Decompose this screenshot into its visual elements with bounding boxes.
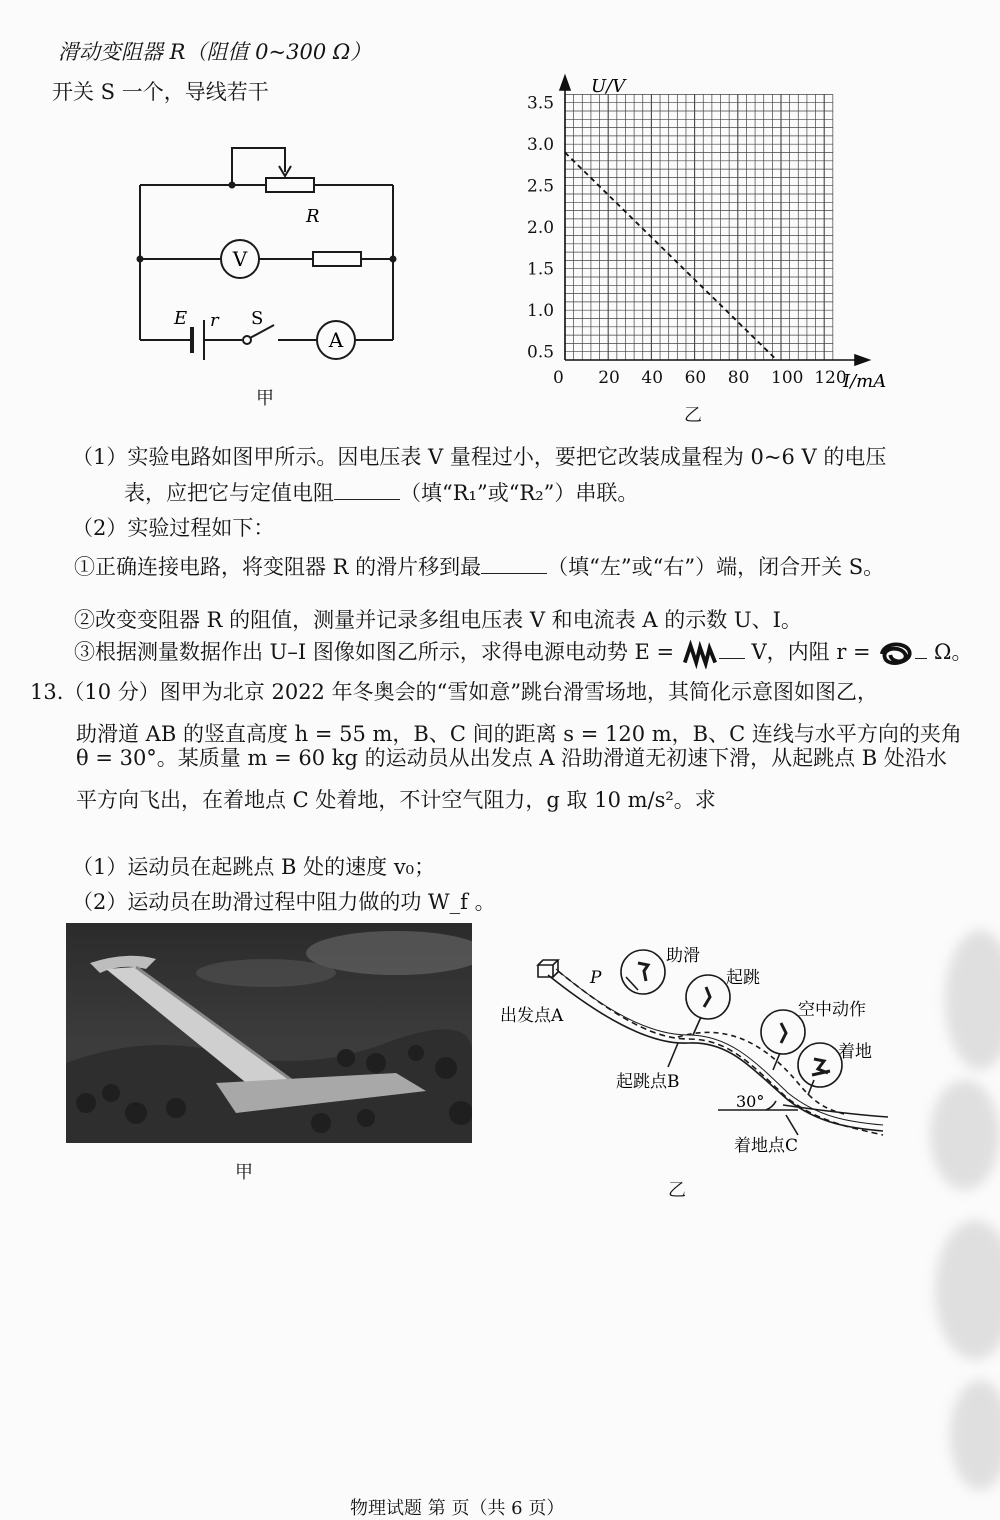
- answer-blank-resistance[interactable]: [915, 638, 927, 659]
- graph-caption: 乙: [684, 405, 702, 426]
- y-tick-label: 2.0: [527, 218, 555, 239]
- page-stain: [945, 930, 1000, 1070]
- ammeter-label: A: [328, 328, 344, 352]
- answer-blank-direction[interactable]: [481, 553, 547, 574]
- x-tick-label: 20: [598, 368, 620, 388]
- diagram-caption: 乙: [668, 1180, 686, 1201]
- x-tick-label: 100: [771, 368, 804, 388]
- y-tick-label: 3.5: [527, 93, 555, 114]
- ui-graph: [505, 70, 905, 400]
- q12-step3-text: ③根据测量数据作出 U–I 图像如图乙所示，求得电源电动势 E =: [74, 640, 675, 664]
- q13-sub1: （1）运动员在起跳点 B 处的速度 v₀；: [72, 855, 436, 879]
- circuit-caption: 甲: [256, 388, 274, 409]
- emf-E-label: E: [174, 308, 188, 329]
- answer-blank-emf[interactable]: [719, 638, 745, 659]
- page-footer: 物理试题 第 页（共 6 页）: [350, 1498, 565, 1519]
- page-stain: [935, 1220, 1000, 1360]
- circuit-diagram: [130, 140, 410, 370]
- y-tick-label: 3.0: [527, 135, 555, 156]
- resistor-R-label: R: [306, 206, 320, 227]
- ui-fit-line: [565, 153, 777, 361]
- q12-step1-tail: （填“左”或“右”）端，闭合开关 S。: [547, 555, 885, 579]
- x-tick-label: 120: [814, 368, 847, 388]
- q13-line4: 平方向飞出，在着地点 C 处着地，不计空气阻力，g 取 10 m/s²。求: [76, 788, 716, 812]
- page-stain: [950, 1380, 1000, 1490]
- glide-label: 助滑: [666, 946, 700, 966]
- switch-S-label: S: [251, 308, 264, 329]
- y-axis-arrow: [560, 76, 570, 90]
- start-point-label: 出发点A: [500, 1006, 564, 1026]
- x-tick-label: 0: [553, 368, 564, 388]
- q13-line1: 13.（10 分）图甲为北京 2022 年冬奥会的“雪如意”跳台滑雪场地，其简化示意图如图乙，: [30, 680, 879, 704]
- q12-part1-line2: [124, 477, 638, 507]
- takeoff-point-label: 起跳点B: [616, 1072, 680, 1092]
- takeoff-label: 起跳: [726, 968, 760, 988]
- q12-part1-line1: （1）实验电路如图甲所示。因电压表 V 量程过小，要把它改装成量程为 0~6 V 的电压: [72, 445, 887, 469]
- voltmeter-label: V: [232, 247, 248, 271]
- air-action-label: 空中动作: [798, 1000, 866, 1020]
- y-tick-label: 0.5: [527, 342, 555, 363]
- photo-caption: 甲: [235, 1162, 253, 1183]
- q13-sub2: （2）运动员在助滑过程中阻力做的功 W_f 。: [72, 890, 496, 914]
- point-P-label: P: [590, 968, 602, 988]
- q12-part2-heading: （2）实验过程如下：: [72, 516, 275, 540]
- x-tick-label: 40: [641, 368, 664, 388]
- q12-step2: ②改变变阻器 R 的阻值，测量并记录多组电压表 V 和电流表 A 的示数 U、I。: [74, 608, 802, 632]
- x-tick-label: 80: [727, 368, 750, 388]
- scribble-mark: [681, 639, 719, 669]
- x-tick-label: 60: [684, 368, 707, 388]
- ski-jump-photo: [66, 923, 472, 1143]
- q12-part1-text: 表，应把它与定值电阻: [124, 481, 334, 505]
- y-axis-label: U/V: [591, 76, 626, 97]
- page-stain: [930, 1080, 1000, 1190]
- landing-point-label: 着地点C: [734, 1136, 799, 1156]
- q13-line2: 助滑道 AB 的竖直高度 h = 55 m，B、C 间的距离 s = 120 m，B、C 连线与水平方向的夹角: [76, 722, 962, 746]
- switch-line: 开关 S 一个，导线若干: [52, 80, 269, 104]
- landing-label: 着地: [838, 1042, 872, 1062]
- q12-step3-mid: V，内阻 r =: [751, 640, 871, 664]
- y-tick-label: 1.5: [527, 259, 555, 280]
- q12-part1-tail: （填“R₁”或“R₂”）串联。: [400, 481, 639, 505]
- y-tick-label: 1.0: [527, 301, 555, 322]
- q12-step3: [74, 636, 972, 669]
- ski-jump-diagram: [498, 935, 898, 1165]
- scribble-mark: [877, 639, 915, 669]
- y-tick-label: 2.5: [527, 176, 555, 197]
- q12-step3-tail: Ω。: [934, 640, 973, 664]
- answer-blank-resistor[interactable]: [334, 479, 400, 500]
- q12-step1-text: ①正确连接电路，将变阻器 R 的滑片移到最: [74, 555, 482, 579]
- x-axis-arrow: [855, 355, 869, 365]
- rheostat-line: 滑动变阻器 R（阻值 0~300 Ω）: [58, 40, 372, 64]
- angle-label: 30°: [736, 1092, 765, 1111]
- q13-line3: θ = 30°。某质量 m = 60 kg 的运动员从出发点 A 沿助滑道无初速下滑，从起跳点 B 处沿水: [76, 746, 947, 770]
- q12-step1: [74, 551, 884, 581]
- internal-r-label: r: [210, 310, 219, 331]
- x-axis-label: I/mA: [843, 371, 887, 392]
